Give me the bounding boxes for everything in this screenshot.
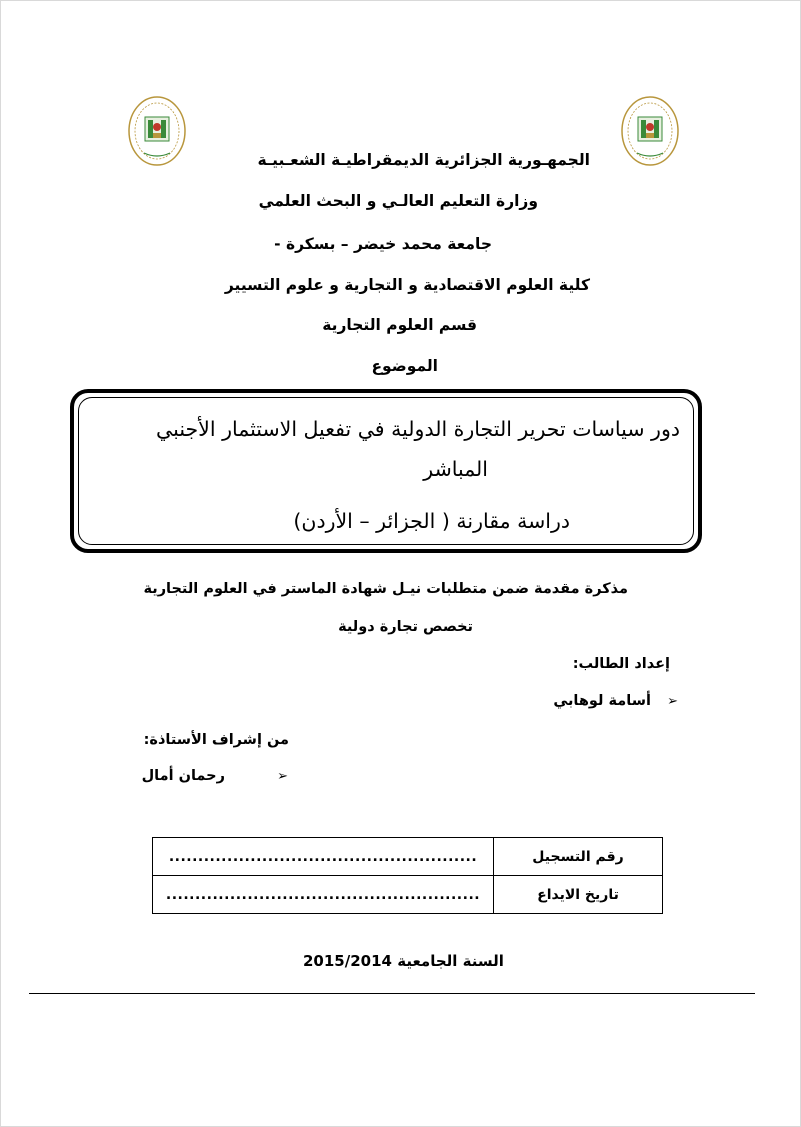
supervisor-entry	[142, 768, 288, 784]
faculty-name: كلية العلوم الاقتصادية و التجارية و علوم التسيير	[224, 276, 590, 294]
registration-number-value: .....................................................	[153, 838, 494, 876]
arrow-bullet-icon: ➢	[277, 769, 288, 784]
thesis-purpose: مذكرة مقدمة ضمن متطلبات نيـل شهادة الماستر في العلوم التجارية	[143, 581, 628, 597]
student-entry	[553, 693, 678, 709]
arrow-bullet-icon: ➢	[667, 694, 678, 709]
academic-year-value: 2015/2014	[303, 952, 392, 970]
supervisor-name: رحمان أمال	[141, 768, 225, 784]
topic-title-line1: دور سياسات تحرير التجارة الدولية في تفعيل الاستثمار الأجنبي	[156, 417, 680, 441]
supervisor-label: من إشراف الأستاذة:	[143, 732, 289, 748]
table-row	[153, 876, 663, 914]
academic-year	[303, 952, 504, 970]
topic-subtitle: دراسة مقارنة ( الجزائر – الأردن)	[293, 509, 570, 533]
republic-name: الجمهـورية الجزائرية الديمقراطيـة الشعـبيـة	[257, 151, 590, 169]
prepared-by-label: إعداد الطالب:	[572, 656, 670, 672]
academic-year-label: السنة الجامعية	[397, 952, 504, 970]
department-name: قسم العلوم التجارية	[322, 316, 477, 334]
university-logo-right	[619, 93, 681, 171]
subject-heading: الموضوع	[371, 357, 438, 375]
topic-title-line2: المباشر	[423, 457, 488, 481]
deposit-date-value: ......................................................	[153, 876, 494, 914]
deposit-date-label: تاريخ الايداع	[494, 876, 663, 914]
table-row	[153, 838, 663, 876]
ministry-name: وزارة التعليم العالـي و البحث العلمي	[258, 192, 538, 210]
registration-table	[152, 837, 663, 914]
thesis-specialty: تخصص تجارة دولية	[338, 619, 473, 635]
registration-number-label: رقم التسجيل	[494, 838, 663, 876]
student-name: أسامة لوهابي	[553, 693, 651, 709]
university-logo-left	[126, 93, 188, 171]
university-name: جامعة محمد خيضر – بسكرة -	[274, 235, 492, 253]
topic-box	[70, 389, 702, 553]
bottom-divider	[29, 993, 755, 994]
